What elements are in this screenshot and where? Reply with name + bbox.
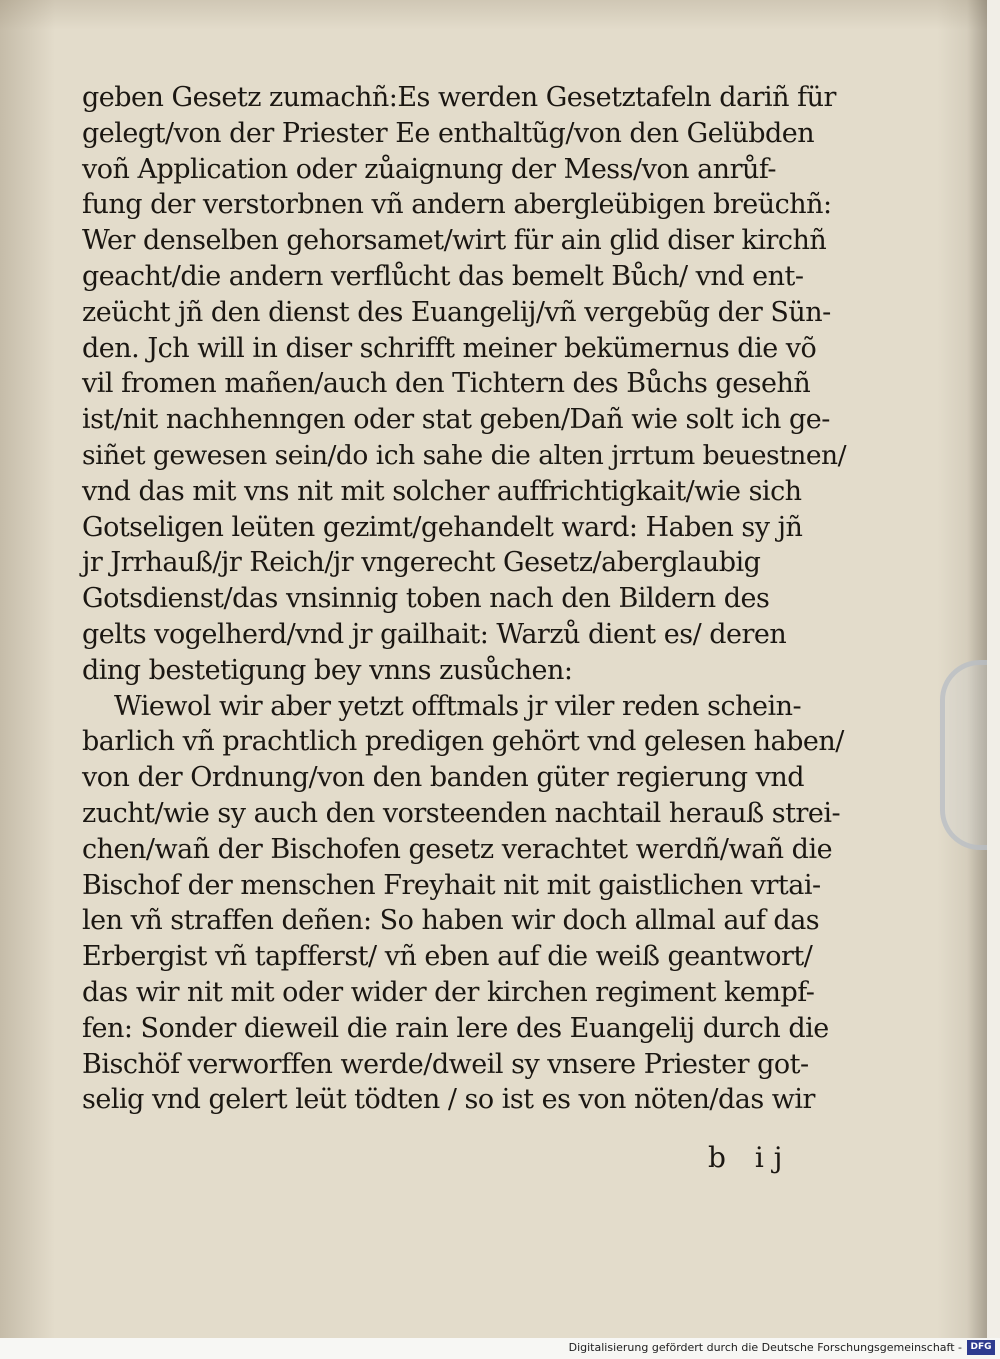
text-line: chen/wañ der Bischofen gesetz verachtet werdñ/wañ die	[82, 833, 833, 865]
paragraph-start-line: Wiewol wir aber yetzt offtmals jr viler reden schein-	[114, 690, 802, 722]
text-block	[82, 80, 852, 1118]
text-line: selig vnd gelert leüt tödten / so ist es von nöten/das wir	[82, 1084, 815, 1116]
text-line: Bischof der menschen Freyhait nit mit gaistlichen vrtai-	[82, 869, 821, 901]
text-line: vil fromen mañen/auch den Tichtern des Bůchs gesehñ	[82, 368, 811, 400]
signature-mark: b ij	[708, 1141, 793, 1174]
text-line: fung der verstorbnen vñ andern abergleübigen breüchñ:	[82, 189, 832, 221]
text-line: jr Jrrhauß/jr Reich/jr vngerecht Gesetz/aberglaubig	[82, 547, 761, 579]
page-clip	[940, 660, 987, 850]
text-line: Gotseligen leüten gezimt/gehandelt ward: Haben sy jñ	[82, 511, 803, 543]
footer-bar	[0, 1338, 1000, 1359]
text-line: fen: Sonder dieweil die rain lere des Euangelij durch die	[82, 1012, 829, 1044]
gutter-shadow	[0, 0, 55, 1338]
top-shadow	[0, 0, 987, 30]
text-line: len vñ straffen deñen: So haben wir doch allmal auf das	[82, 905, 820, 937]
text-line: zeücht jñ den dienst des Euangelij/vñ vergebũg der Sün-	[82, 296, 831, 328]
text-line: Bischöf verworffen werde/dweil sy vnsere Priester got-	[82, 1048, 809, 1080]
text-line: von der Ordnung/von den banden güter regierung vnd	[82, 762, 805, 794]
dfg-logo-icon: DFG	[967, 1340, 995, 1355]
text-line: ist/nit nachhenngen oder stat geben/Dañ wie solt ich ge-	[82, 404, 830, 436]
text-line: Gotsdienst/das vnsinnig toben nach den Bildern des	[82, 583, 770, 615]
text-line: vnd das mit vns nit mit solcher auffrichtigkait/wie sich	[82, 475, 802, 507]
funding-credit: Digitalisierung gefördert durch die Deutsche Forschungsgemeinschaft -	[568, 1341, 962, 1354]
text-line: siñet gewesen sein/do ich sahe die alten jrrtum beuestnen/	[82, 439, 847, 471]
text-line: das wir nit mit oder wider der kirchen regiment kempf-	[82, 976, 815, 1008]
text-line: geben Gesetz zumachñ:Es werden Gesetztafeln dariñ für	[82, 82, 836, 113]
text-line: zucht/wie sy auch den vorsteenden nachtail herauß strei-	[82, 797, 841, 829]
text-line: gelegt/von der Priester Ee enthaltũg/von den Gelübden	[82, 117, 815, 149]
text-line: voñ Application oder zůaignung der Mess/von anrůf-	[82, 153, 777, 185]
text-line: Erbergist vñ tapfferst/ vñ eben auf die weiß geantwort/	[82, 941, 813, 973]
text-line: gelts vogelherd/vnd jr gailhait: Warzů dient es/ deren	[82, 618, 787, 650]
text-line: den. Jch will in diser schrifft meiner bekümernus die võ	[82, 332, 817, 364]
text-line: Wer denselben gehorsamet/wirt für ain glid diser kirchñ	[82, 225, 827, 257]
text-line: barlich vñ prachtlich predigen gehört vnd gelesen haben/	[82, 726, 844, 758]
text-line: geacht/die andern verflůcht das bemelt Bůch/ vnd ent-	[82, 260, 804, 292]
text-line: ding bestetigung bey vnns zusůchen:	[82, 654, 573, 686]
